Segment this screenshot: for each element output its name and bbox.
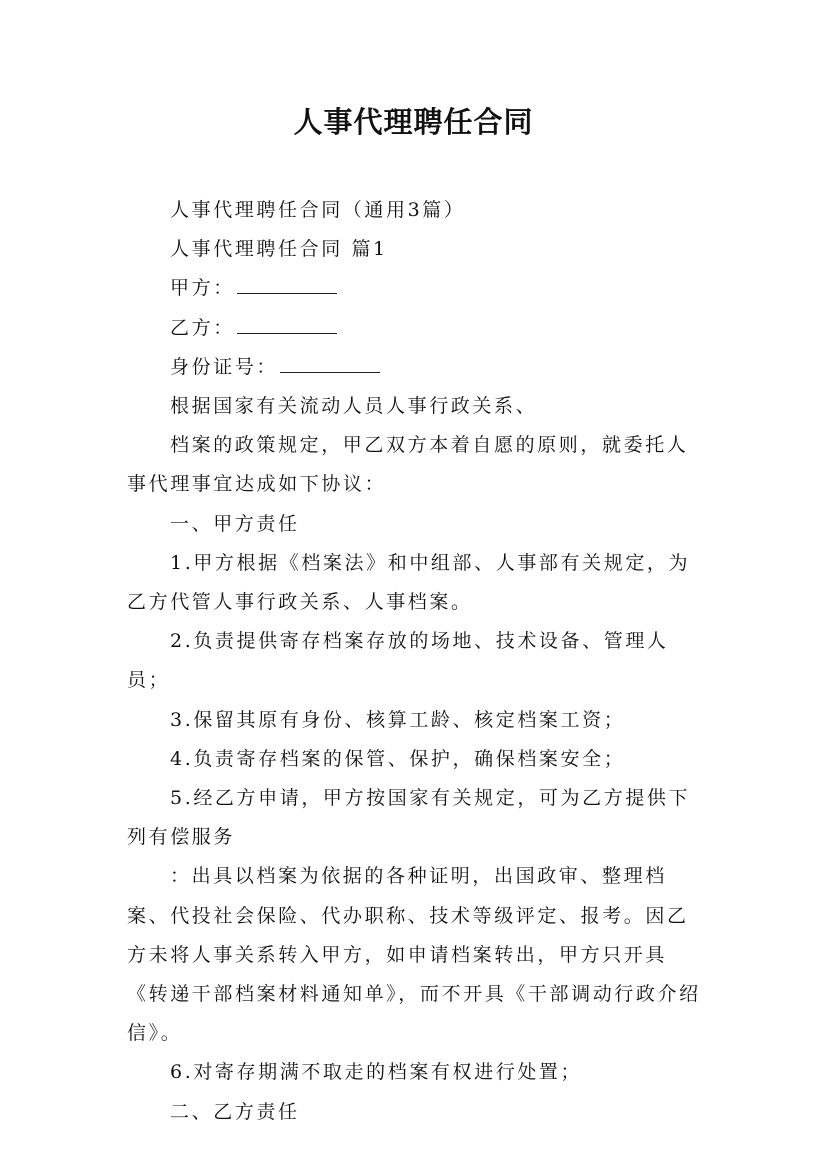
clause-1: 1.甲方根据《档案法》和中组部、人事部有关规定，为乙方代管人事行政关系、人事档案。 xyxy=(127,551,691,614)
clause-5-continuation: ：出具以档案为依据的各种证明，出国政审、整理档案、代投社会保险、代办职称、技术等级评定、报考。因乙方未将人事关系转入甲方，如申请档案转出，甲方只开具《转递干部档案材料通知单》，而不开具《干部调动行政介绍信》。 xyxy=(127,865,701,1045)
party-a-label: 甲方： xyxy=(170,277,235,300)
party-b-label: 乙方： xyxy=(170,316,235,339)
section-heading-party-a: 一、甲方责任 xyxy=(170,512,300,535)
clause-6: 6.对寄存期满不取走的档案有权进行处置； xyxy=(170,1061,583,1084)
clause-2: 2.负责提供寄存档案存放的场地、技术设备、管理人员； xyxy=(127,630,669,692)
party-b-field xyxy=(127,309,707,348)
clause-5: 5.经乙方申请，甲方按国家有关规定，可为乙方提供下列有偿服务 xyxy=(127,787,691,849)
document-subtitle: 人事代理聘任合同（通用3篇） xyxy=(170,199,466,221)
intro-paragraph-1: 根据国家有关流动人员人事行政关系、 xyxy=(170,395,538,418)
section-heading-party-b: 二、乙方责任 xyxy=(170,1100,300,1123)
id-number-label: 身份证号： xyxy=(170,355,279,378)
party-b-blank-line xyxy=(237,311,337,334)
id-number-field xyxy=(127,348,707,387)
party-a-field xyxy=(127,269,707,308)
document-title: 人事代理聘任合同 xyxy=(293,105,534,139)
party-a-blank-line xyxy=(237,271,337,294)
clause-3: 3.保留其原有身份、核算工龄、核定档案工资； xyxy=(170,708,626,731)
id-number-blank-line xyxy=(280,350,380,373)
document-body xyxy=(127,191,707,1132)
clause-4: 4.负责寄存档案的保管、保护，确保档案安全； xyxy=(170,747,626,770)
part-heading: 人事代理聘任合同 篇1 xyxy=(170,238,388,261)
intro-paragraph-2: 档案的政策规定，甲乙双方本着自愿的原则，就委托人事代理事宜达成如下协议： xyxy=(127,434,689,496)
